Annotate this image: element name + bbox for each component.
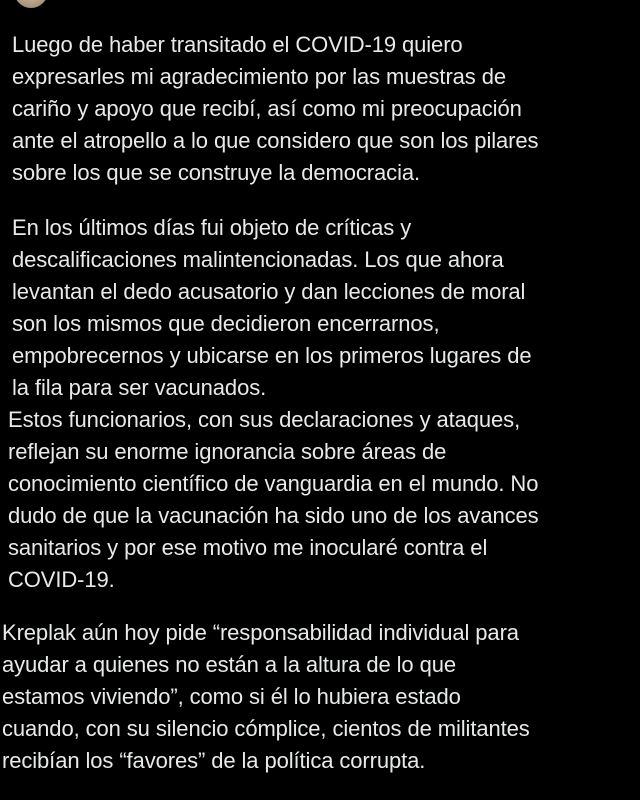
text-line: dudo de que la vacunación ha sido uno de los avances xyxy=(8,503,539,528)
text-line: descalificaciones malintencionadas. Los que ahora xyxy=(12,247,504,272)
tweet-timestamp-strip xyxy=(10,790,630,800)
text-line: En los últimos días fui objeto de críticas y xyxy=(12,215,412,240)
text-line: levantan el dedo acusatorio y dan lecciones de moral xyxy=(12,279,526,304)
text-line: estamos viviendo”, como si él lo hubiera estado xyxy=(2,684,461,709)
text-line: Estos funcionarios, con sus declaraciones y ataques, xyxy=(8,407,521,432)
text-line: ayudar a quienes no están a la altura de lo que xyxy=(2,652,456,677)
text-line: sobre los que se construye la democracia. xyxy=(12,160,421,185)
text-line: la fila para ser vacunados. xyxy=(12,375,267,400)
text-line: COVID-19. xyxy=(8,567,115,592)
tweet-paragraph-3 xyxy=(8,404,539,596)
text-line: sanitarios y por ese motivo me inocularé contra el xyxy=(8,535,488,560)
tweet-paragraph-2 xyxy=(12,212,532,404)
text-line: cariño y apoyo que recibí, así como mi preocupación xyxy=(12,96,522,121)
text-line: son los mismos que decidieron encerrarnos, xyxy=(12,311,440,336)
text-line: cuando, con su silencio cómplice, cientos de militantes xyxy=(2,716,530,741)
text-line: expresarles mi agradecimiento por las muestras de xyxy=(12,64,506,89)
text-line: conocimiento científico de vanguardia en el mundo. No xyxy=(8,471,539,496)
tweet-paragraph-4 xyxy=(2,617,530,777)
text-line: recibían los “favores” de la política corrupta. xyxy=(2,748,426,773)
text-line: reflejan su enorme ignorancia sobre áreas de xyxy=(8,439,447,464)
text-line: empobrecernos y ubicarse en los primeros lugares de xyxy=(12,343,532,368)
avatar[interactable] xyxy=(14,0,48,8)
tweet-paragraph-1 xyxy=(12,29,538,189)
text-line: Kreplak aún hoy pide “responsabilidad individual para xyxy=(2,620,519,645)
text-line: ante el atropello a lo que considero que son los pilares xyxy=(12,128,539,153)
text-line: Luego de haber transitado el COVID-19 quiero xyxy=(12,32,463,57)
